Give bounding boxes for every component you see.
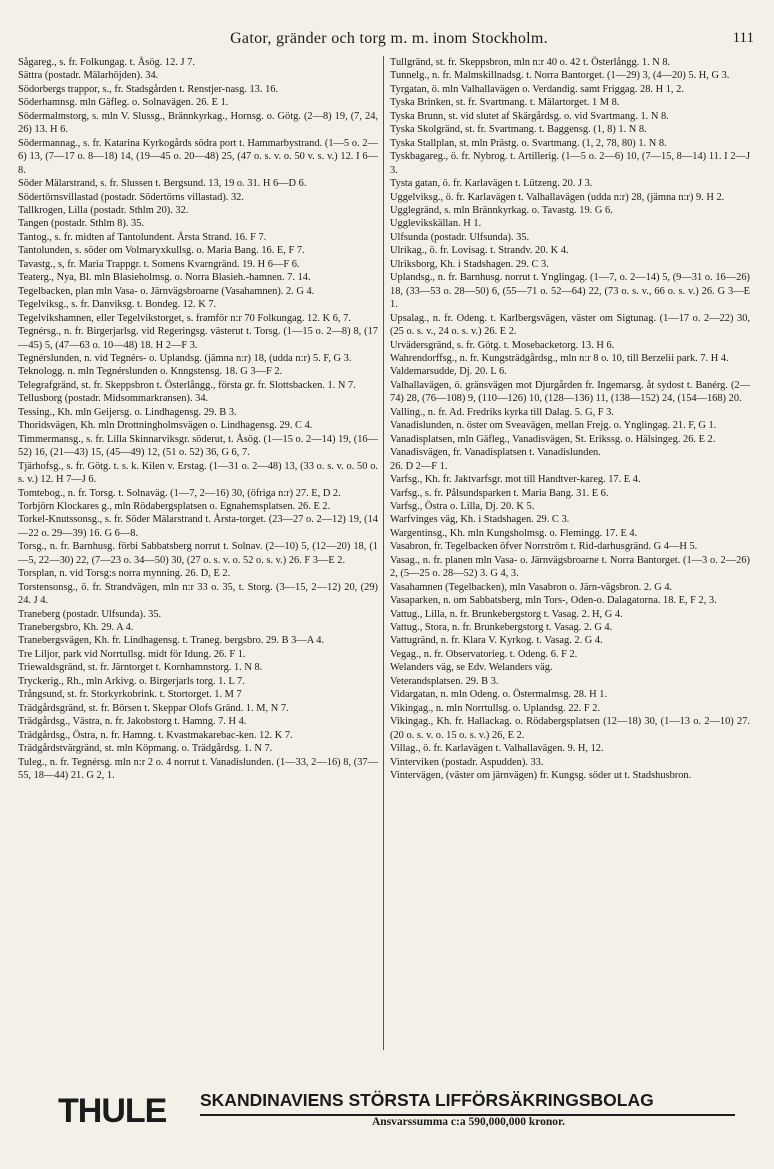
street-entry: Vasaparken, n. om Sabbatsberg, mln Tors-, Oden-o. Dalagatorna. 18. E, F 2, 3. [390, 595, 717, 607]
page-header [18, 30, 760, 52]
street-entry: Torsplan, n. vid Torsg:s norra mynning. 26. D, E 2. [18, 568, 231, 580]
street-entry: Varfsg., Kh. fr. Jaktvarfsgr. mot till Handtver-kareg. 17. E 4. [390, 474, 641, 486]
street-entry: Tysta gatan, ö. fr. Karlavägen t. Lützeng. 20. J 3. [390, 178, 593, 190]
street-entry: Tegelviksg., s. fr. Danviksg. t. Bondeg. 12. K 7. [18, 299, 217, 311]
page-title: Gator, gränder och torg m. m. inom Stockholm. [230, 30, 548, 47]
street-entry: Tegnérslunden, n. vid Tegnérs- o. Uplandsg. (jämna n:r) 18, (udda n:r) 5. F, G 3. [18, 352, 352, 364]
street-entry: Villag., ö. fr. Karlavägen t. Valhallavägen. 9. H, 12. [390, 743, 604, 755]
street-entry: Tantolunden, s. söder om Volmaryxkullsg. o. Maria Bang. 16. E, F 7. [18, 245, 305, 257]
street-entry: Vasag., n. fr. planen mln Vasa- o. Järnvägsbroarne t. Norra Bantorget. (1—3 o. 2—26) 2, (5—25 o. 28—52) 3. G 4, 3. [390, 554, 750, 580]
street-entry: Tegnérsg., n. fr. Birgerjarlsg. vid Regeringsg. västerut t. Torsg. (1—15 o. 2—8) 8, (17—45) 5, (47—63 o. 10—48) 18. H 2—F 3. [18, 326, 378, 351]
street-entry: Tyrgatan, ö. mln Valhallavägen o. Verdandig. samt Friggag. 28. H 1, 2. [390, 83, 684, 95]
street-entry: Thoridsvägen, Kh. mln Drottningholmsvägen o. Lindhagensg. 29. C 4. [18, 420, 313, 432]
street-entry: Tavastg., s, fr. Maria Trappgr. t. Somens Kvarngränd. 19. H 6—F 6. [18, 258, 300, 270]
street-entry: Welanders väg, se Edv. Welanders väg. [390, 662, 553, 674]
directory-columns [18, 56, 760, 1058]
street-entry: Tegelbacken, plan mln Vasa- o. Järnvägsbroarne (Vasahamnen). 2. G 4. [18, 285, 315, 297]
street-entry: Ulrikag., ö. fr. Lovisag. t. Strandv. 20. K 4. [390, 245, 569, 257]
street-entry: Tessing., Kh. mln Geijersg. o. Lindhagensg. 29. B 3. [18, 406, 237, 418]
street-entry: Upsalag., n. fr. Odeng. t. Karlbergsvägen, väster om Sigtunag. (1—17 o. 2—22) 30, (25 o. s. v., 24 o. s. v.) 26. E 2. [390, 312, 750, 338]
street-entry: Uplandsg., n. fr. Barnhusg. norrut t. Ynglingag. (1—7, o. 2—14) 5, (9—31 o. 16—26) 18, (33—53 o. 28—50) 6, (55—71 o. 52—64) 22, (73 o. s. v., 66 o. s. v.) 26. G 3—E 1. [390, 272, 750, 311]
street-entry: Varfsg., Östra o. Lilla, Dj. 20. K 5. [390, 500, 535, 512]
street-entry: Ugglevikskällan. H 1. [390, 218, 482, 230]
street-entry: Vikingag., Kh. fr. Hallackag. o. Rödabergsplatsen (12—18) 30, (1—13 o. 2—10) 27. (20 o. s. v. o. 15 o. s. v.) 26, E 2. [390, 716, 750, 741]
street-entry: 26. D 2—F 1. [390, 460, 448, 472]
street-entry: Tranebergsvägen, Kh. fr. Lindhagensg. t. Traneg. bergsbro. 29. B 3—A 4. [18, 635, 325, 647]
street-entry: Torbjörn Klockares g., mln Rödabergsplatsen o. Egnahemsplatsen. 26. E 2. [18, 500, 331, 512]
street-entry: Tyskbagareg., ö. fr. Nybrog. t. Artillerig. (1—5 o. 2—6) 10, (7—15, 8—14) 11. I 2—J 3. [390, 151, 750, 176]
street-entry: Söder Mälarstrand, s. fr. Slussen t. Bergsund. 13, 19 o. 31. H 6—D 6. [18, 178, 307, 190]
street-entry: Vinterviken (postadr. Aspudden). 33. [390, 756, 544, 768]
street-entry: Tallkrogen, Lilla (postadr. Sthlm 20). 32. [18, 204, 189, 216]
street-entry: Timmermansg., s. fr. Lilla Skinnarviksgr. söderut, t. Åsög. (1—15 o. 2—14) 19, (16—52) 16, (21—43) 15, (45—49) 12, (51 o. 52) 36, G 6, 7. [18, 433, 378, 459]
street-entry: Vasabron, fr. Tegelbacken öfver Norrström t. Rid-darhusgränd. G 4—H 5. [390, 541, 698, 553]
street-entry: Tuleg., n. fr. Tegnérsg. mln n:r 2 o. 4 norrut t. Vanadislunden. (1—33, 2—16) 8, (37—55, 18—44) 21. G 2, 1. [18, 756, 378, 782]
street-entry: Torkel-Knutssonsg., s. fr. Söder Mälarstrand t. Årsta-torget. (23—27 o. 2—12) 19, (14—22 o. 29—39) 16. G 6—8. [18, 514, 378, 539]
street-entry: Söderhamnsg. mln Gäfleg. o. Solnavägen. 26. E 1. [18, 97, 229, 109]
column-divider [383, 56, 384, 1050]
street-entry: Ulriksborg, Kh. i Stadshagen. 29. C 3. [390, 258, 549, 270]
street-entry: Trädgårdsgränd, st. fr. Börsen t. Skeppar Olofs Gränd. 1. M, N 7. [18, 702, 289, 714]
street-entry: Ugglegränd, s. mln Brännkyrkag. o. Tavastg. 19. G 6. [390, 204, 613, 216]
street-entry: Tjärhofsg., s. fr. Götg. t. s. k. Kilen v. Erstag. (1—31 o. 2—48) 13, (33 o. s. v. o. 50 o. s. v.) 12. H 7—J 6. [18, 460, 378, 486]
street-entry: Trångsund, st. fr. Storkyrkobrink. t. Stortorget. 1. M 7 [18, 689, 242, 701]
street-entry: Tantog., s. fr. midten af Tantolundent. Årsta Strand. 16. F 7. [18, 231, 267, 243]
street-entry: Traneberg (postadr. Ulfsunda). 35. [18, 608, 162, 620]
street-entry: Vattug., Stora, n. fr. Brunkebergstorg t. Vasag. 2. G 4. [390, 622, 613, 634]
street-entry: Torsg., n. fr. Barnhusg. förbi Sabbatsberg norrut t. Solnav. (2—10) 5, (12—20) 18, (1—5, 22—30) 22, (7—23 o. 34—50) 30, (27 o. s. v. o. 52 o. s. v.) 26. F 3—E 2. [18, 541, 378, 566]
street-entry: Teaterg., Nya, Bl. mln Blasieholmsg. o. Norra Blasieh.-hamnen. 7. 14. [18, 272, 311, 284]
street-entry: Tangen (postadr. Sthlm 8). 35. [18, 218, 144, 230]
street-entry: Tryckerig., Rh., mln Arkivg. o. Birgerjarls torg. 1. L 7. [18, 675, 245, 687]
street-entry: Torstensonsg., ö. fr. Strandvägen, mln n:r 33 o. 35, t. Storg. (3—15, 2—12) 20, (29) 24. J 4. [18, 581, 378, 607]
street-entry: Sågareg., s. fr. Folkungag. t. Åsög. 12. J 7. [18, 57, 195, 68]
street-entry: Vegag., n. fr. Observatorieg. t. Odeng. 6. F 2. [390, 648, 578, 660]
street-entry: Tyska Brinken, st. fr. Svartmang. t. Mälartorget. 1 M 8. [390, 97, 620, 109]
street-entry: Vattug., Lilla, n. fr. Brunkebergstorg t. Vasag. 2. H, G 4. [390, 608, 623, 620]
street-entry: Wargentinsg., Kh. mln Kungsholmsg. o. Flemingg. 17. E 4. [390, 527, 638, 539]
street-entry: Vattugränd, n. fr. Klara V. Kyrkog. t. Vasag. 2. G 4. [390, 635, 603, 647]
street-entry: Triewaldsgränd, st. fr. Järntorget t. Kornhamnstorg. 1. N 8. [18, 662, 263, 674]
street-entry: Uggelviksg., ö. fr. Karlavägen t. Valhallavägen (udda n:r) 28, (jämna n:r) 9. H 2. [390, 191, 725, 203]
street-entry: Södertörnsvillastad (postadr. Södertörns villastad). 32. [18, 191, 244, 203]
left-column [18, 56, 378, 782]
street-entry: Tyska Skolgränd, st. fr. Svartmang. t. Baggensg. (1, 8) 1. N 8. [390, 124, 647, 136]
street-entry: Trädgårdstvärgränd, st. mln Köpmang. o. Trädgårdsg. 1. N 7. [18, 743, 273, 755]
street-entry: Sättra (postadr. Mälarhöjden). 34. [18, 70, 159, 82]
ad-sum-text: Ansvarssumma c:a 590,000,000 kronor. [372, 1116, 565, 1128]
street-entry: Valdemarsudde, Dj. 20. L 6. [390, 366, 507, 378]
street-entry: Valhallavägen, ö. gränsvägen mot Djurgården fr. Ingemarsg. åt sydost t. Banérg. (2—74) 28, (76—108) 9, (110—126) 10, (128—136) 11, (138—152) 24, (154—168) 20. [390, 379, 750, 405]
street-entry: Vanadislunden, n. öster om Sveavägen, mellan Frejg. o. Ynglingag. 21. F, G 1. [390, 420, 717, 432]
street-entry: Södermannag., s. fr. Katarina Kyrkogårds södra port t. Hammarbystrand. (1—5 o. 2—6) 13, (7—17 o. 8—18) 14, (19—45 o. 20—48) 25, (47 o. s. v. o. 50 v. s. v.) 12. I 6—8. [18, 137, 378, 176]
street-entry: Tellusborg (postadr. Midsommarkransen). 34. [18, 393, 209, 405]
street-entry: Wahrendorffsg., n. fr. Kungsträdgårdsg., mln n:r 8 o. 10, till Berzelii park. 7. H 4. [390, 352, 729, 364]
street-entry: Tre Liljor, park vid Norrtullsg. midt för Idung. 26. F 1. [18, 648, 246, 660]
street-entry: Warfvinges väg, Kh. i Stadshagen. 29. C 3. [390, 514, 570, 526]
street-entry: Tunnelg., n. fr. Malmskillnadsg. t. Norra Bantorget. (1—29) 3, (4—20) 5. H, G 3. [390, 70, 730, 82]
street-entry: Telegrafgränd, st. fr. Skeppsbron t. Österlångg., första gr. fr. Slottsbacken. 1. N 7. [18, 379, 356, 391]
street-entry: Tranebergsbro, Kh. 29. A 4. [18, 622, 134, 634]
street-entry: Tomtebog., n. fr. Torsg. t. Solnaväg. (1—7, 2—16) 30, (öfriga n:r) 27. E, D 2. [18, 487, 341, 499]
street-entry: Trädgårdsg., Västra, n. fr. Jakobstorg t. Hamng. 7. H 4. [18, 716, 247, 728]
street-entry: Ulfsunda (postadr. Ulfsunda). 35. [390, 231, 530, 243]
street-entry: Valling., n. fr. Ad. Fredriks kyrka till Dalag. 5. G, F 3. [390, 406, 614, 418]
street-entry: Vintervägen, (väster om järnvägen) fr. Kungsg. söder ut t. Stadshusbron. [390, 770, 692, 782]
street-entry: Tyska Stallplan, st. mln Prästg. o. Svartmang. (1, 2, 78, 80) 1. N 8. [390, 137, 667, 149]
street-entry: Vikingag., n. mln Norrtullsg. o. Uplandsg. 22. F 2. [390, 702, 601, 714]
page-number: 111 [732, 30, 754, 46]
street-entry: Teknologg. n. mln Tegnérslunden o. Knngstensg. 18. G 3—F 2. [18, 366, 283, 378]
street-entry: Varfsg., s. fr. Pålsundsparken t. Maria Bang. 31. E 6. [390, 487, 609, 499]
street-entry: Vidargatan, n. mln Odeng. o. Östermalmsg. 28. H 1. [390, 689, 608, 701]
ad-slogan: SKANDINAVIENS STÖRSTA LIFFÖRSÄKRINGSBOLAG [200, 1090, 654, 1110]
street-entry: Tyska Brunn, st. vid slutet af Skärgårdsg. o. vid Svartmang. 1. N 8. [390, 110, 669, 122]
street-entry: Vasahamnen (Tegelbacken), mln Vasabron o. Järn-vägsbron. 2. G 4. [390, 581, 673, 593]
advertisement [58, 1086, 738, 1134]
street-entry: Trädgårdsg., Östra, n. fr. Hamng. t. Kvastmakarebac-ken. 12. K 7. [18, 729, 293, 741]
street-entry: Tegelvikshamnen, eller Tegelvikstorget, s. framför n:r 70 Folkungag. 12. K 6, 7. [18, 312, 351, 324]
street-entry: Vanadisvägen, fr. Vanadisplatsen t. Vanadislunden. [390, 447, 601, 459]
street-entry: Urvädersgränd, s. fr. Götg. t. Mosebacketorg. 13. H 6. [390, 339, 615, 351]
ad-brand: THULE [58, 1092, 167, 1130]
street-entry: Södorbergs trappor, s., fr. Stadsgården t. Renstjer-nasg. 13. 16. [18, 83, 279, 95]
street-entry: Södermalmstorg, s. mln V. Slussg., Brännkyrkag., Hornsg. o. Götg. (2—8) 19, (7, 24, 26) 13. H 6. [18, 110, 378, 136]
right-column [390, 56, 750, 782]
street-entry: Tullgränd, st. fr. Skeppsbron, mln n:r 40 o. 42 t. Österlångg. 1. N 8. [390, 57, 671, 68]
street-entry: Vanadisplatsen, mln Gäfleg., Vanadisvägen, St. Erikssg. o. Hälsingeg. 26. E 2. [390, 433, 716, 445]
street-entry: Veterandsplatsen. 29. B 3. [390, 675, 499, 687]
